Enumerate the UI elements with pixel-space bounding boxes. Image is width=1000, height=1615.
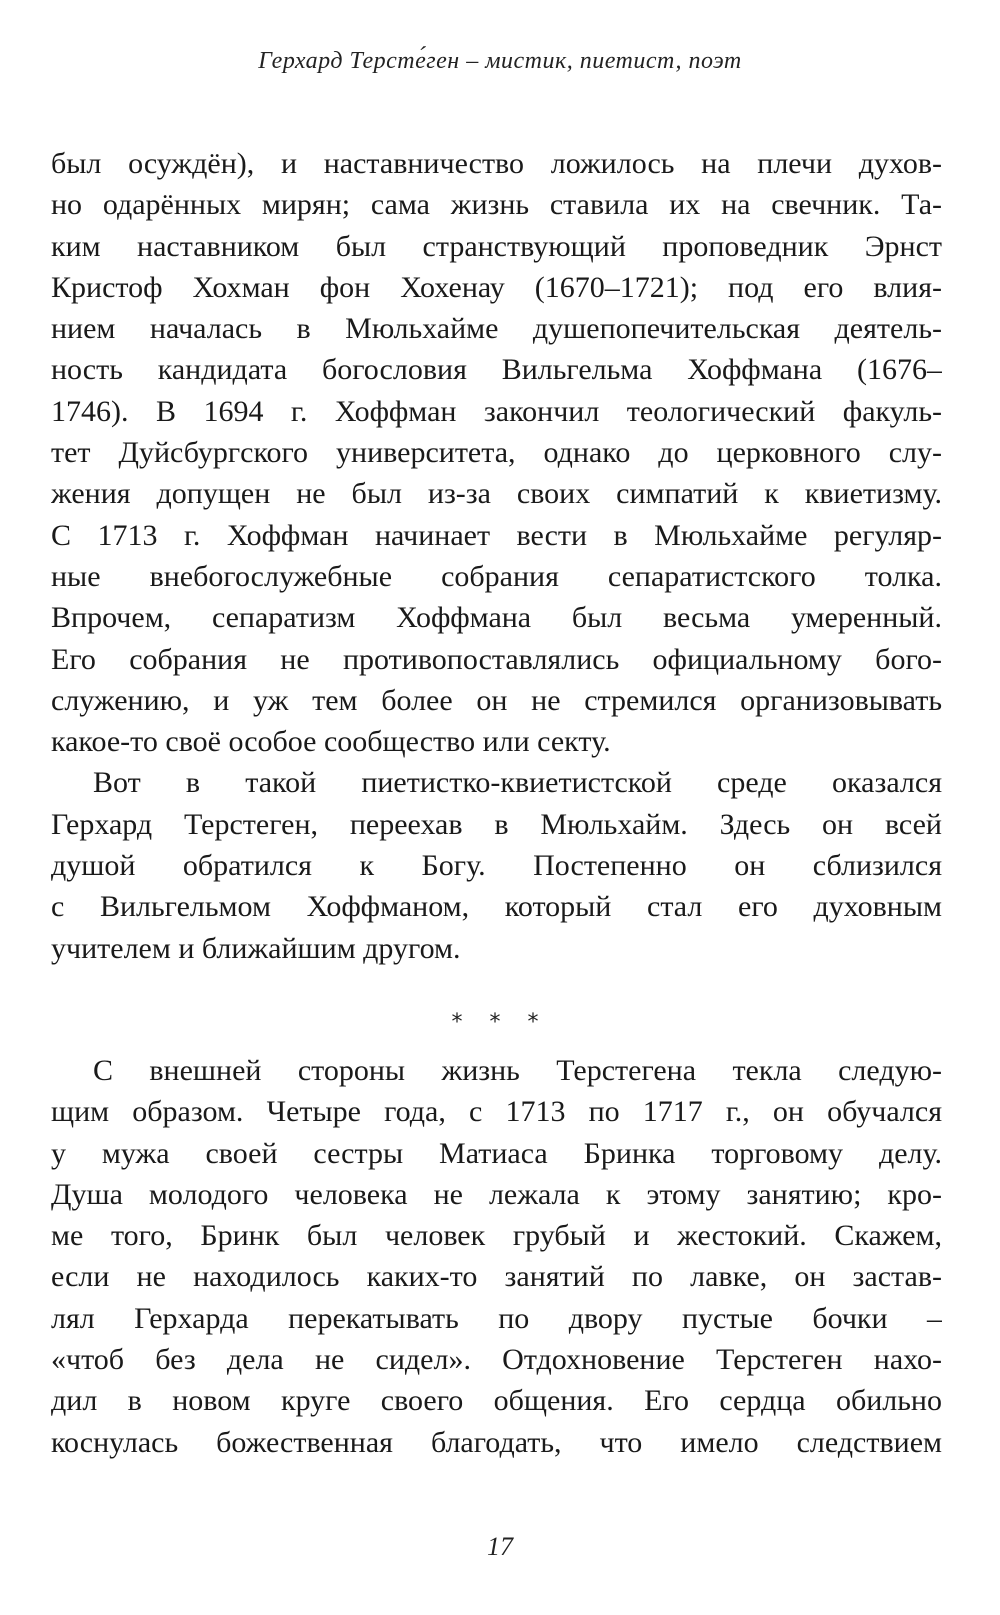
page-number: 17	[487, 1532, 513, 1561]
text-line: был осуждён), и наставничество ложилось на плечи духов-	[51, 147, 942, 180]
text-line: Впрочем, сепаратизм Хоффмана был весьма умеренный.	[51, 601, 942, 635]
running-header: Герхард Терсте́ген – мистик, пиетист, поэт	[258, 48, 742, 74]
text-line: но одарённых мирян; сама жизнь ставила их на свечник. Та-	[51, 188, 942, 222]
text-line: у мужа своей сестры Матиаса Бринка торговому делу.	[51, 1136, 942, 1170]
text-line: учителем и ближайшим другом.	[51, 931, 461, 965]
text-line: нием началась в Мюльхайме душепопечительская деятель-	[51, 312, 942, 346]
text-line: ме того, Бринк был человек грубый и жестокий. Скажем,	[51, 1219, 942, 1253]
text-line: если не находилось каких-то занятий по лавке, он застав-	[51, 1260, 942, 1294]
paragraph-block-2	[51, 1050, 942, 1463]
text-line: Герхард Терстеген, переехав в Мюльхайм. Здесь он всей	[51, 807, 942, 841]
text-line: Душа молодого человека не лежала к этому занятию; кро-	[51, 1177, 942, 1211]
text-line: дил в новом круге своего общения. Его сердца обильно	[51, 1384, 942, 1418]
text-line: ким наставником был странствующий проповедник Эрнст	[51, 229, 942, 263]
text-line: тет Дуйсбургского университета, однако до церковного слу-	[51, 436, 942, 470]
text-line: С внешней стороны жизнь Терстегена текла следую-	[93, 1054, 942, 1087]
text-line: коснулась божественная благодать, что имело следствием	[51, 1425, 942, 1459]
text-line: лял Герхарда перекатывать по двору пустые бочки –	[51, 1301, 942, 1335]
text-line: какое-то своё особое сообщество или секту.	[51, 725, 611, 759]
text-line: С 1713 г. Хоффман начинает вести в Мюльхайме регуляр-	[51, 518, 942, 552]
section-separator: * * *	[451, 1010, 549, 1035]
text-line: Его собрания не противопоставлялись официальному бого-	[51, 642, 942, 676]
text-line: ность кандидата богословия Вильгельма Хоффмана (1676–	[51, 353, 942, 387]
paragraph-block-1	[51, 143, 942, 969]
text-line: душой обратился к Богу. Постепенно он сблизился	[51, 849, 942, 883]
text-line: ные внебогослужебные собрания сепаратистского толка.	[51, 559, 942, 593]
text-line: с Вильгельмом Хоффманом, который стал его духовным	[51, 890, 942, 924]
text-line: щим образом. Четыре года, с 1713 по 1717 г., он обучался	[51, 1095, 942, 1129]
text-line: 1746). В 1694 г. Хоффман закончил теологический факуль-	[51, 394, 942, 428]
text-line: Кристоф Хохман фон Хохенау (1670–1721); под его влия-	[51, 270, 942, 304]
text-line: жения допущен не был из-за своих симпатий к квиетизму.	[51, 477, 942, 511]
text-line: служению, и уж тем более он не стремился организовывать	[51, 683, 942, 717]
text-line: «чтоб без дела не сидел». Отдохновение Терстеген нахо-	[51, 1343, 942, 1377]
text-line: Вот в такой пиетистко-квиетистской среде оказался	[93, 766, 942, 800]
